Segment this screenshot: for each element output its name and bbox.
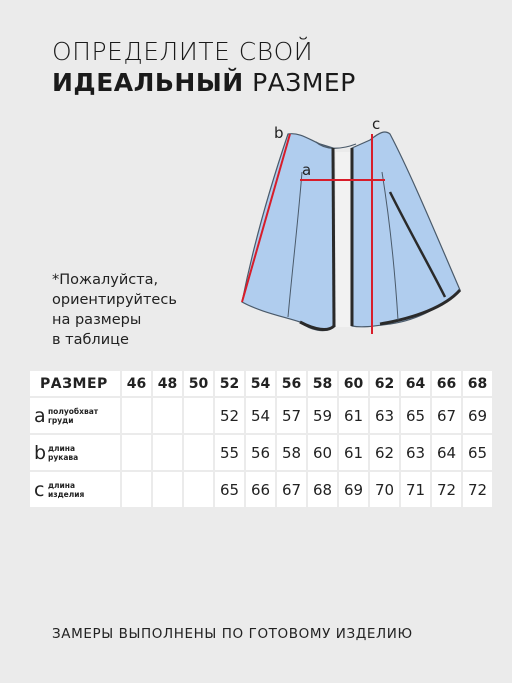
- table-cell: 65: [215, 472, 244, 507]
- size-header-cell: 68: [463, 371, 492, 396]
- footer-note: ЗАМЕРЫ ВЫПОЛНЕНЫ ПО ГОТОВОМУ ИЗДЕЛИЮ: [52, 626, 413, 642]
- row-label: [30, 435, 120, 470]
- row-description: [48, 407, 98, 425]
- table-cell: 57: [277, 398, 306, 433]
- row-letter: a: [34, 404, 46, 427]
- title-bold-word: ИДЕАЛЬНЫЙ: [52, 68, 244, 97]
- table-row: [30, 398, 492, 433]
- jacket-diagram: [230, 112, 470, 344]
- jacket-lining: [336, 152, 350, 327]
- table-cell: 68: [308, 472, 337, 507]
- row-label: [30, 398, 120, 433]
- size-note: [52, 270, 242, 350]
- table-cell: 62: [370, 435, 399, 470]
- table-cell: [153, 398, 182, 433]
- table-cell: 72: [463, 472, 492, 507]
- row-description-line-1: длина: [48, 443, 76, 453]
- note-line-1: *Пожалуйста,: [52, 272, 159, 288]
- row-description-line-1: полуобхват: [48, 406, 99, 416]
- row-letter: c: [34, 478, 45, 501]
- table-cell: 64: [432, 435, 461, 470]
- title-rest: РАЗМЕР: [243, 68, 356, 97]
- table-cell: 59: [308, 398, 337, 433]
- note-line-2: ориентируйтесь: [52, 292, 177, 308]
- size-header-cell: 66: [432, 371, 461, 396]
- row-label: [30, 472, 120, 507]
- size-header-cell: 60: [339, 371, 368, 396]
- table-cell: 56: [246, 435, 275, 470]
- table-cell: 63: [370, 398, 399, 433]
- size-header-cell: 52: [215, 371, 244, 396]
- row-description-line-2: рукава: [48, 452, 79, 462]
- size-header-cell: 48: [153, 371, 182, 396]
- table-cell: 66: [246, 472, 275, 507]
- table-cell: 72: [432, 472, 461, 507]
- size-header-cell: 62: [370, 371, 399, 396]
- table-cell: 71: [401, 472, 430, 507]
- table-cell: [153, 435, 182, 470]
- table-cell: 65: [401, 398, 430, 433]
- table-cell: 63: [401, 435, 430, 470]
- table-cell: 55: [215, 435, 244, 470]
- row-description-line-2: изделия: [48, 489, 85, 499]
- table-cell: 58: [277, 435, 306, 470]
- row-description: [48, 444, 78, 462]
- size-header-cell: 56: [277, 371, 306, 396]
- table-cell: 67: [432, 398, 461, 433]
- table-header-row: [30, 371, 492, 396]
- table-cell: 69: [463, 398, 492, 433]
- size-header-cell: 54: [246, 371, 275, 396]
- table-cell: 67: [277, 472, 306, 507]
- label-b: b: [274, 124, 284, 142]
- table-cell: [184, 435, 213, 470]
- jacket-left-panel: [242, 134, 334, 331]
- jacket-placket-left: [333, 148, 334, 327]
- row-description: [48, 481, 84, 499]
- page-title: [52, 36, 356, 98]
- title-line-1: ОПРЕДЕЛИТЕ СВОЙ: [52, 37, 314, 66]
- table-row: [30, 435, 492, 470]
- size-table: [28, 369, 494, 509]
- table-cell: 52: [215, 398, 244, 433]
- table-cell: [122, 435, 151, 470]
- table-cell: 54: [246, 398, 275, 433]
- size-header-cell: 50: [184, 371, 213, 396]
- row-description-line-1: длина: [48, 480, 76, 490]
- table-cell: [184, 398, 213, 433]
- table-cell: 70: [370, 472, 399, 507]
- table-cell: 65: [463, 435, 492, 470]
- row-letter: b: [34, 441, 47, 464]
- row-description-line-2: груди: [48, 415, 74, 425]
- size-header-label: РАЗМЕР: [30, 371, 120, 396]
- table-cell: [122, 472, 151, 507]
- table-cell: 61: [339, 398, 368, 433]
- title-line-2: [52, 67, 356, 98]
- table-cell: 60: [308, 435, 337, 470]
- size-header-cell: 46: [122, 371, 151, 396]
- table-cell: [184, 472, 213, 507]
- table-row: [30, 472, 492, 507]
- note-line-3: на размеры: [52, 312, 142, 328]
- size-header-cell: 64: [401, 371, 430, 396]
- table-cell: 61: [339, 435, 368, 470]
- label-a: a: [302, 161, 312, 179]
- size-header-cell: 58: [308, 371, 337, 396]
- table-cell: [153, 472, 182, 507]
- jacket-right-panel: [352, 132, 460, 327]
- note-line-4: в таблице: [52, 332, 129, 348]
- table-cell: 69: [339, 472, 368, 507]
- label-c: c: [372, 115, 381, 133]
- table-cell: [122, 398, 151, 433]
